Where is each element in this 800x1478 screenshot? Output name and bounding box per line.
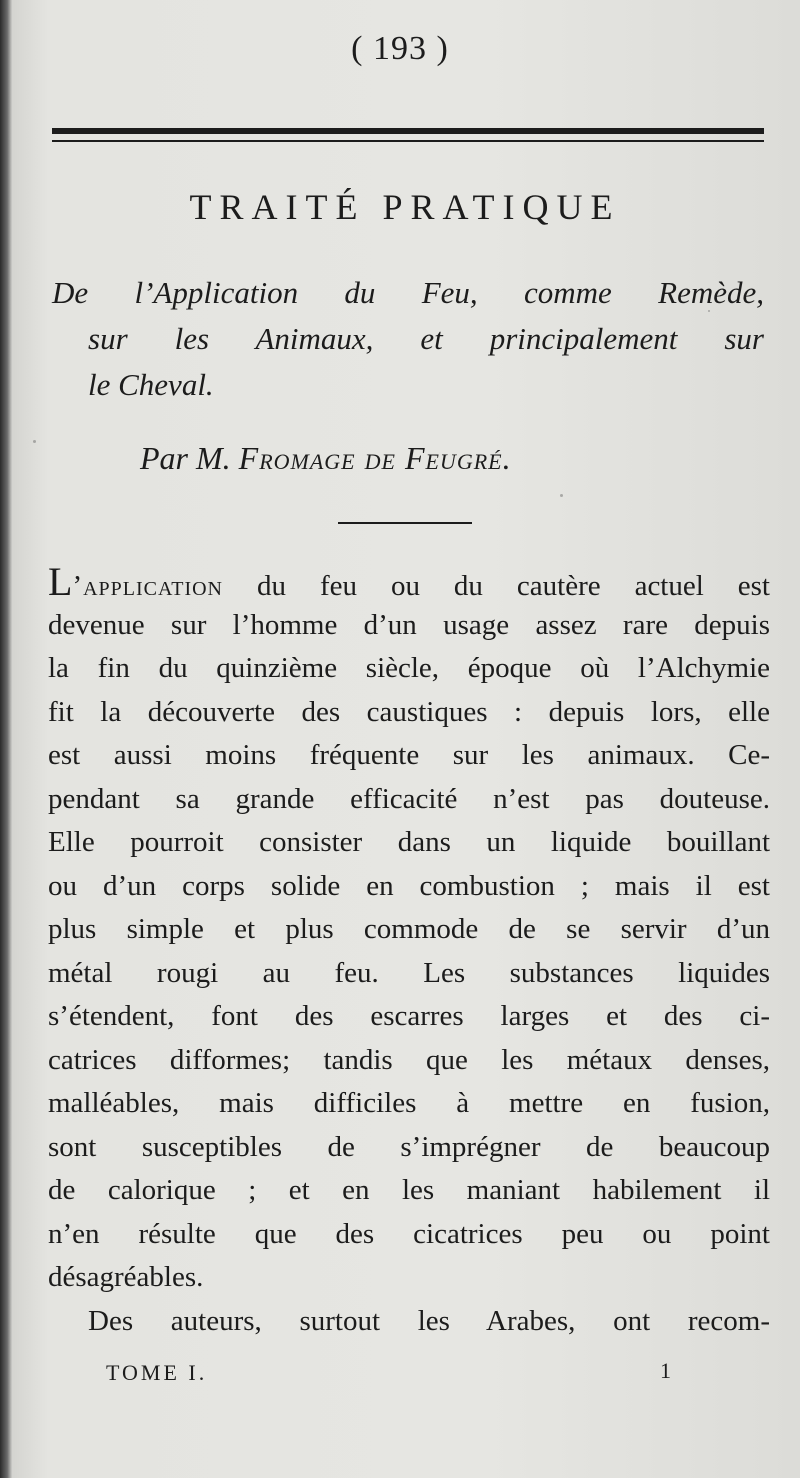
subtitle-line: sur les Animaux, et principalement sur [88,321,764,356]
body-line: Elle pourroit consister dans un liquide bouillant [48,826,770,858]
gathering-mark: 1 [660,1358,671,1383]
subtitle-line: le Cheval. [88,367,214,402]
body-line: devenue sur l’homme d’un usage assez rare depuis [48,608,770,641]
body-line: Des auteurs, surtout les Arabes, ont recom- [88,1304,770,1337]
signature-mark: TOME I. [106,1360,208,1385]
drop-cap: L [48,559,73,604]
body-line: la fin du quinzième siècle, époque où l’Alchymie [48,652,770,684]
body-line: catrices difformes; tandis que les métaux denses, [48,1043,770,1076]
body-line: malléables, mais difficiles à mettre en fusion, [48,1087,770,1119]
body-line: fit la découverte des caustiques : depuis lors, elle [48,695,770,728]
opening-word: ’application [72,570,223,602]
body-line: métal rougi au feu. Les substances liquides [48,956,770,989]
body-line: ou d’un corps solide en combustion ; mais il est [48,869,770,902]
paper-speck [33,440,36,443]
paper-speck [560,494,563,497]
body-line: s’étendent, font des escarres larges et des ci- [48,1000,770,1032]
body-paragraph [48,560,770,1343]
section-divider [338,522,472,524]
body-line: plus simple et plus commode de se servir d’un [48,913,770,945]
chapter-title: TRAITÉ PRATIQUE [189,187,621,227]
author-prefix: Par M. [140,440,231,476]
body-line: est aussi moins fréquente sur les animaux. Ce- [48,739,770,771]
body-line: sont susceptibles de s’imprégner de beaucoup [48,1130,770,1163]
paper-speck [708,310,710,312]
body-line: de calorique ; et en les maniant habilement il [48,1174,770,1206]
author-line [140,440,740,477]
page-number: ( 193 ) [351,30,449,67]
author-name: Fromage de Feugré. [238,440,512,476]
body-line [48,560,770,604]
body-line: désagréables. [48,1261,204,1293]
body-line: pendant sa grande efficacité n’est pas douteuse. [48,782,770,815]
subtitle-line: De l’Application du Feu, comme Remède, [52,275,764,310]
header-double-rule [52,128,764,142]
body-line: n’en résulte que des cicatrices peu ou point [48,1217,770,1250]
chapter-subtitle [52,270,764,408]
body-line-text: du feu ou du cautère actuel est [223,570,770,602]
